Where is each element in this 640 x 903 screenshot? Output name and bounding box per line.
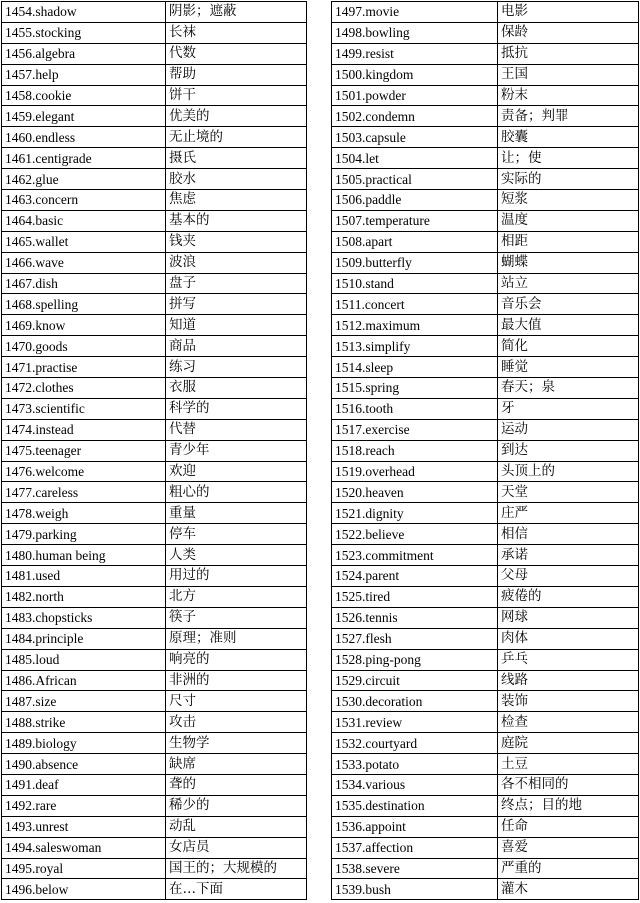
vocab-word: 1482.north — [2, 586, 166, 607]
vocab-word: 1475.teenager — [2, 440, 166, 461]
vocab-word: 1511.concert — [332, 294, 498, 315]
vocab-meaning: 科学的 — [166, 398, 307, 419]
vocab-meaning: 蝴蝶 — [498, 252, 639, 273]
vocab-meaning: 天堂 — [498, 482, 639, 503]
vocab-row — [2, 879, 307, 900]
vocab-row — [332, 106, 639, 127]
vocab-word: 1490.absence — [2, 754, 166, 775]
vocab-row — [332, 378, 639, 399]
vocab-row — [2, 524, 307, 545]
vocab-word: 1498.bowling — [332, 22, 498, 43]
vocab-word: 1461.centigrade — [2, 148, 166, 169]
vocab-word: 1470.goods — [2, 336, 166, 357]
vocab-meaning: 聋的 — [166, 774, 307, 795]
vocab-meaning: 无止境的 — [166, 127, 307, 148]
vocab-word: 1489.biology — [2, 733, 166, 754]
vocab-row — [2, 336, 307, 357]
vocab-word: 1533.potato — [332, 754, 498, 775]
vocab-meaning: 终点；目的地 — [498, 795, 639, 816]
vocab-meaning: 阴影；遮蔽 — [166, 2, 307, 23]
vocab-meaning: 胶囊 — [498, 127, 639, 148]
vocab-meaning: 睡觉 — [498, 357, 639, 378]
vocab-row — [2, 649, 307, 670]
vocabulary-table-right-body — [332, 2, 639, 900]
vocab-row — [332, 190, 639, 211]
vocab-meaning: 知道 — [166, 315, 307, 336]
vocab-word: 1524.parent — [332, 566, 498, 587]
vocab-word: 1501.powder — [332, 85, 498, 106]
vocab-meaning: 温度 — [498, 210, 639, 231]
vocab-word: 1476.welcome — [2, 461, 166, 482]
vocab-row — [332, 795, 639, 816]
vocab-meaning: 停车 — [166, 524, 307, 545]
vocab-row — [332, 419, 639, 440]
vocab-meaning: 筷子 — [166, 607, 307, 628]
vocab-word: 1535.destination — [332, 795, 498, 816]
vocab-word: 1473.scientific — [2, 398, 166, 419]
vocab-row — [2, 733, 307, 754]
vocab-meaning: 粗心的 — [166, 482, 307, 503]
vocab-meaning: 站立 — [498, 273, 639, 294]
vocab-word: 1500.kingdom — [332, 64, 498, 85]
vocab-meaning: 尺寸 — [166, 691, 307, 712]
vocab-row — [332, 586, 639, 607]
vocab-meaning: 人类 — [166, 545, 307, 566]
vocab-row — [332, 2, 639, 23]
vocab-meaning: 青少年 — [166, 440, 307, 461]
vocab-word: 1471.practise — [2, 357, 166, 378]
vocab-meaning: 北方 — [166, 586, 307, 607]
vocab-row — [332, 837, 639, 858]
vocab-word: 1462.glue — [2, 169, 166, 190]
vocab-row — [332, 148, 639, 169]
vocab-row — [332, 628, 639, 649]
vocab-row — [2, 586, 307, 607]
vocab-row — [2, 190, 307, 211]
vocab-word: 1523.commitment — [332, 545, 498, 566]
vocab-row — [332, 858, 639, 879]
vocab-word: 1494.saleswoman — [2, 837, 166, 858]
vocab-word: 1481.used — [2, 566, 166, 587]
vocab-meaning: 简化 — [498, 336, 639, 357]
vocab-row — [2, 837, 307, 858]
vocab-meaning: 拼写 — [166, 294, 307, 315]
vocab-word: 1518.reach — [332, 440, 498, 461]
vocab-word: 1537.affection — [332, 837, 498, 858]
vocab-row — [2, 22, 307, 43]
vocab-word: 1499.resist — [332, 43, 498, 64]
vocab-row — [2, 754, 307, 775]
vocab-meaning: 检查 — [498, 712, 639, 733]
vocab-word: 1480.human being — [2, 545, 166, 566]
vocab-row — [2, 106, 307, 127]
vocab-meaning: 承诺 — [498, 545, 639, 566]
vocab-row — [332, 545, 639, 566]
vocab-meaning: 练习 — [166, 357, 307, 378]
vocab-word: 1468.spelling — [2, 294, 166, 315]
vocab-row — [2, 315, 307, 336]
vocab-word: 1472.clothes — [2, 378, 166, 399]
vocab-row — [2, 816, 307, 837]
vocab-row — [332, 566, 639, 587]
vocab-row — [332, 607, 639, 628]
vocabulary-table-left — [1, 1, 307, 900]
vocab-meaning: 短浆 — [498, 190, 639, 211]
vocab-word: 1485.loud — [2, 649, 166, 670]
vocab-word: 1486.African — [2, 670, 166, 691]
vocab-word: 1464.basic — [2, 210, 166, 231]
vocab-row — [2, 858, 307, 879]
vocab-meaning: 任命 — [498, 816, 639, 837]
vocab-meaning: 头顶上的 — [498, 461, 639, 482]
vocab-meaning: 庄严 — [498, 503, 639, 524]
vocab-word: 1520.heaven — [332, 482, 498, 503]
vocab-meaning: 攻击 — [166, 712, 307, 733]
vocab-row — [2, 670, 307, 691]
vocab-row — [332, 127, 639, 148]
vocab-word: 1532.courtyard — [332, 733, 498, 754]
vocab-meaning: 保龄 — [498, 22, 639, 43]
vocab-word: 1527.flesh — [332, 628, 498, 649]
vocab-meaning: 庭院 — [498, 733, 639, 754]
vocab-meaning: 非洲的 — [166, 670, 307, 691]
vocab-row — [2, 2, 307, 23]
vocab-row — [2, 169, 307, 190]
vocab-word: 1454.shadow — [2, 2, 166, 23]
vocab-row — [2, 398, 307, 419]
vocab-row — [332, 712, 639, 733]
vocab-word: 1460.endless — [2, 127, 166, 148]
vocab-row — [332, 252, 639, 273]
vocab-word: 1457.help — [2, 64, 166, 85]
vocab-meaning: 基本的 — [166, 210, 307, 231]
vocab-meaning: 粉末 — [498, 85, 639, 106]
vocab-meaning: 抵抗 — [498, 43, 639, 64]
vocab-meaning: 春天；泉 — [498, 378, 639, 399]
vocab-word: 1483.chopsticks — [2, 607, 166, 628]
vocab-row — [332, 398, 639, 419]
vocab-meaning: 摄氏 — [166, 148, 307, 169]
vocab-word: 1474.instead — [2, 419, 166, 440]
vocab-row — [2, 628, 307, 649]
vocab-meaning: 动乱 — [166, 816, 307, 837]
vocab-word: 1519.overhead — [332, 461, 498, 482]
vocab-row — [332, 43, 639, 64]
vocab-word: 1479.parking — [2, 524, 166, 545]
vocab-word: 1491.deaf — [2, 774, 166, 795]
vocab-meaning: 国王的；大规模的 — [166, 858, 307, 879]
vocab-row — [2, 231, 307, 252]
vocab-row — [332, 85, 639, 106]
vocab-meaning: 长袜 — [166, 22, 307, 43]
vocab-meaning: 土豆 — [498, 754, 639, 775]
vocab-meaning: 盘子 — [166, 273, 307, 294]
vocab-word: 1513.simplify — [332, 336, 498, 357]
vocab-word: 1496.below — [2, 879, 166, 900]
vocab-word: 1510.stand — [332, 273, 498, 294]
vocab-meaning: 原理；准则 — [166, 628, 307, 649]
vocab-row — [2, 64, 307, 85]
vocab-row — [332, 691, 639, 712]
vocab-row — [2, 85, 307, 106]
vocab-row — [332, 482, 639, 503]
vocab-meaning: 钱夹 — [166, 231, 307, 252]
vocab-word: 1502.condemn — [332, 106, 498, 127]
vocab-row — [2, 43, 307, 64]
vocab-word: 1492.rare — [2, 795, 166, 816]
vocab-word: 1534.various — [332, 774, 498, 795]
vocab-row — [2, 482, 307, 503]
vocab-row — [332, 733, 639, 754]
vocab-word: 1521.dignity — [332, 503, 498, 524]
vocab-word: 1495.royal — [2, 858, 166, 879]
vocab-row — [332, 22, 639, 43]
vocab-meaning: 运动 — [498, 419, 639, 440]
vocab-word: 1497.movie — [332, 2, 498, 23]
vocab-word: 1456.algebra — [2, 43, 166, 64]
vocab-meaning: 代替 — [166, 419, 307, 440]
vocab-row — [332, 336, 639, 357]
vocab-word: 1504.let — [332, 148, 498, 169]
vocab-word: 1463.concern — [2, 190, 166, 211]
vocab-word: 1515.spring — [332, 378, 498, 399]
vocab-word: 1531.review — [332, 712, 498, 733]
vocab-row — [2, 273, 307, 294]
vocab-meaning: 响亮的 — [166, 649, 307, 670]
vocab-word: 1477.careless — [2, 482, 166, 503]
vocab-meaning: 疲倦的 — [498, 586, 639, 607]
vocab-word: 1484.principle — [2, 628, 166, 649]
vocab-word: 1506.paddle — [332, 190, 498, 211]
vocab-word: 1503.capsule — [332, 127, 498, 148]
vocab-meaning: 代数 — [166, 43, 307, 64]
vocab-meaning: 优美的 — [166, 106, 307, 127]
vocab-meaning: 音乐会 — [498, 294, 639, 315]
vocab-row — [332, 670, 639, 691]
vocab-meaning: 严重的 — [498, 858, 639, 879]
vocab-meaning: 喜爱 — [498, 837, 639, 858]
vocab-row — [2, 503, 307, 524]
vocab-meaning: 缺席 — [166, 754, 307, 775]
vocab-meaning: 重量 — [166, 503, 307, 524]
vocab-row — [332, 357, 639, 378]
vocab-row — [2, 566, 307, 587]
vocab-row — [332, 64, 639, 85]
vocab-meaning: 商品 — [166, 336, 307, 357]
vocab-meaning: 让；使 — [498, 148, 639, 169]
vocab-word: 1487.size — [2, 691, 166, 712]
vocab-row — [332, 816, 639, 837]
vocab-meaning: 肉体 — [498, 628, 639, 649]
vocab-word: 1514.sleep — [332, 357, 498, 378]
vocab-row — [332, 273, 639, 294]
vocab-meaning: 线路 — [498, 670, 639, 691]
vocab-row — [332, 210, 639, 231]
vocab-word: 1478.weigh — [2, 503, 166, 524]
vocab-row — [332, 440, 639, 461]
vocab-row — [332, 649, 639, 670]
vocab-row — [2, 795, 307, 816]
vocab-word: 1493.unrest — [2, 816, 166, 837]
vocab-row — [2, 712, 307, 733]
vocabulary-table-left-body — [2, 2, 307, 900]
vocab-meaning: 波浪 — [166, 252, 307, 273]
vocab-meaning: 帮助 — [166, 64, 307, 85]
vocab-meaning: 胶水 — [166, 169, 307, 190]
vocab-meaning: 装饰 — [498, 691, 639, 712]
vocab-row — [2, 148, 307, 169]
vocab-word: 1505.practical — [332, 169, 498, 190]
vocab-row — [332, 231, 639, 252]
vocab-meaning: 责备；判罪 — [498, 106, 639, 127]
vocab-meaning: 稀少的 — [166, 795, 307, 816]
vocab-meaning: 焦虑 — [166, 190, 307, 211]
vocab-word: 1528.ping-pong — [332, 649, 498, 670]
vocab-meaning: 饼干 — [166, 85, 307, 106]
vocab-row — [2, 607, 307, 628]
vocab-row — [332, 315, 639, 336]
vocab-word: 1522.believe — [332, 524, 498, 545]
vocab-meaning: 灌木 — [498, 879, 639, 900]
vocab-meaning: 欢迎 — [166, 461, 307, 482]
vocab-row — [2, 127, 307, 148]
vocab-word: 1469.know — [2, 315, 166, 336]
vocab-row — [2, 774, 307, 795]
vocab-word: 1525.tired — [332, 586, 498, 607]
vocab-word: 1466.wave — [2, 252, 166, 273]
vocabulary-table-right — [331, 1, 639, 900]
vocab-row — [2, 545, 307, 566]
vocab-word: 1458.cookie — [2, 85, 166, 106]
vocab-row — [2, 357, 307, 378]
vocab-meaning: 最大值 — [498, 315, 639, 336]
vocab-word: 1459.elegant — [2, 106, 166, 127]
vocab-meaning: 衣服 — [166, 378, 307, 399]
vocab-row — [332, 503, 639, 524]
vocab-row — [332, 754, 639, 775]
vocab-word: 1530.decoration — [332, 691, 498, 712]
vocab-word: 1526.tennis — [332, 607, 498, 628]
vocab-meaning: 乒乓 — [498, 649, 639, 670]
vocab-meaning: 父母 — [498, 566, 639, 587]
vocab-row — [332, 524, 639, 545]
vocab-meaning: 相距 — [498, 231, 639, 252]
vocab-word: 1488.strike — [2, 712, 166, 733]
vocab-meaning: 在…下面 — [166, 879, 307, 900]
vocab-word: 1539.bush — [332, 879, 498, 900]
vocab-word: 1538.severe — [332, 858, 498, 879]
vocab-row — [332, 774, 639, 795]
vocab-meaning: 各不相同的 — [498, 774, 639, 795]
vocab-row — [2, 691, 307, 712]
vocab-word: 1507.temperature — [332, 210, 498, 231]
vocab-word: 1465.wallet — [2, 231, 166, 252]
vocab-row — [2, 252, 307, 273]
vocab-row — [2, 440, 307, 461]
vocab-row — [2, 419, 307, 440]
vocab-row — [332, 294, 639, 315]
vocab-meaning: 电影 — [498, 2, 639, 23]
vocab-row — [2, 210, 307, 231]
vocab-meaning: 用过的 — [166, 566, 307, 587]
vocab-word: 1467.dish — [2, 273, 166, 294]
vocab-word: 1455.stocking — [2, 22, 166, 43]
vocab-word: 1517.exercise — [332, 419, 498, 440]
vocab-row — [2, 461, 307, 482]
vocab-row — [332, 461, 639, 482]
vocab-meaning: 到达 — [498, 440, 639, 461]
vocab-word: 1508.apart — [332, 231, 498, 252]
vocab-meaning: 王国 — [498, 64, 639, 85]
vocab-word: 1529.circuit — [332, 670, 498, 691]
vocab-row — [332, 879, 639, 900]
vocab-meaning: 网球 — [498, 607, 639, 628]
vocab-meaning: 生物学 — [166, 733, 307, 754]
vocab-row — [332, 169, 639, 190]
vocab-row — [2, 378, 307, 399]
vocab-meaning: 女店员 — [166, 837, 307, 858]
vocab-word: 1536.appoint — [332, 816, 498, 837]
vocab-word: 1509.butterfly — [332, 252, 498, 273]
vocab-meaning: 牙 — [498, 398, 639, 419]
vocab-row — [2, 294, 307, 315]
vocab-meaning: 相信 — [498, 524, 639, 545]
vocab-meaning: 实际的 — [498, 169, 639, 190]
vocab-word: 1516.tooth — [332, 398, 498, 419]
vocab-word: 1512.maximum — [332, 315, 498, 336]
